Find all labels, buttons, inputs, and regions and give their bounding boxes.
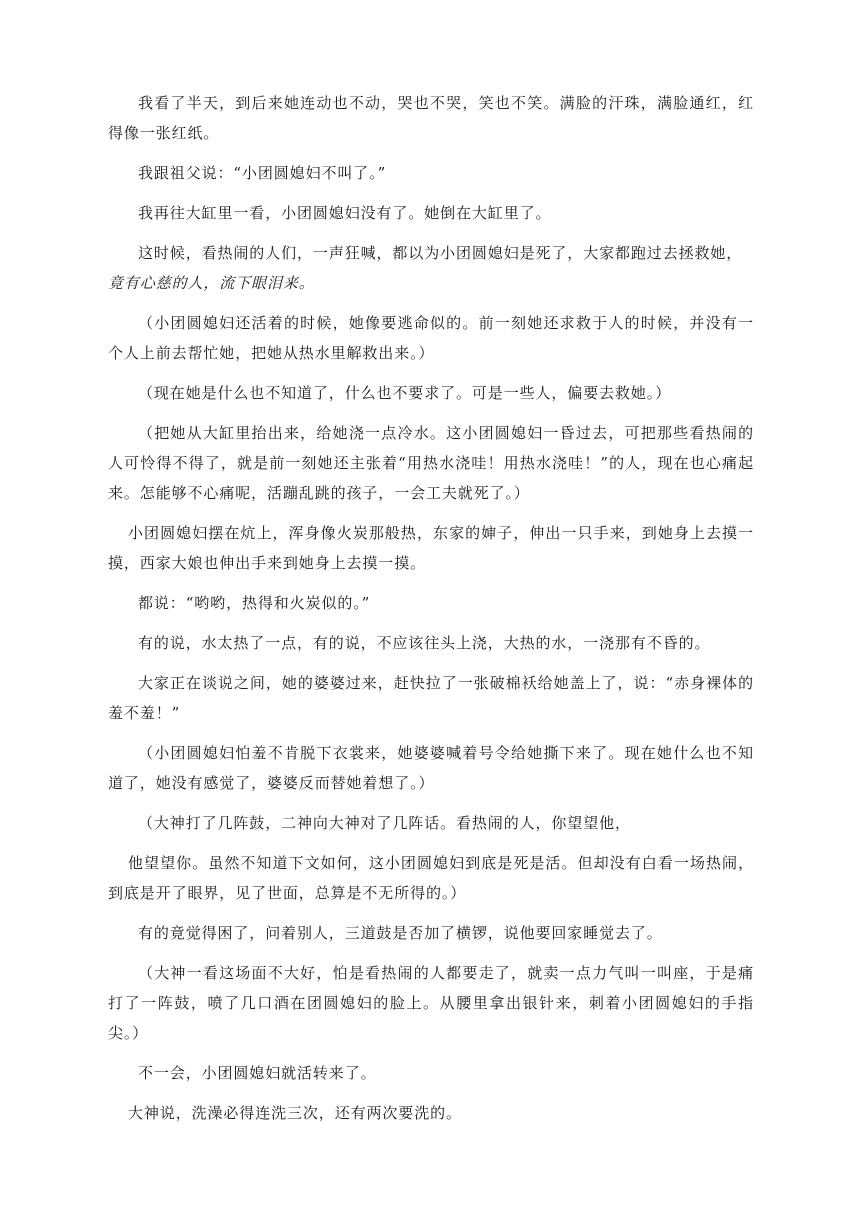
paragraph-12: （小团圆媳妇怕羞不肯脱下衣裳来，她婆婆喊着号令给她撕下来了。现在她什么也不知道了，她没有感觉了，婆婆反而替她着想了。） [108,744,754,792]
paragraph-13: （大神打了几阵鼓，二神向大神对了几阵话。看热闹的人，你望望他， [138,814,631,832]
paragraph-11: 大家正在谈说之间，她的婆婆过来，赶快拉了一张破棉袄给她盖上了，说：“赤身裸体的羞不羞！” [108,674,754,722]
document-body [108,88,754,1138]
paragraph-15: 有的竟觉得困了，问着别人，三道鼓是否加了横锣，说他要回家睡觉去了。 [138,924,663,942]
paragraph-9: 都说：“哟哟，热得和火炭似的。” [138,594,371,612]
paragraph-2: 我跟祖父说：“小团圆媳妇不叫了。” [138,164,387,182]
paragraph-14: 他望望你。虽然不知道下文如何，这小团圆媳妇到底是死是活。但却没有白看一场热闹，到底是开了眼界，见了世面，总算是不无所得的。） [108,854,754,902]
paragraph-4-continued: 竟有心慈的人，流下眼泪来。 [108,274,315,292]
paragraph-4: 这时候，看热闹的人们，一声狂喊，都以为小团圆媳妇是死了，大家都跑过去拯救她， [138,244,743,262]
paragraph-10: 有的说，水太热了一点，有的说，不应该往头上浇，大热的水，一浇那有不昏的。 [138,634,711,652]
paragraph-17: 不一会，小团圆媳妇就活转来了。 [138,1064,377,1082]
paragraph-3: 我再往大缸里一看，小团圆媳妇没有了。她倒在大缸里了。 [138,204,552,222]
paragraph-16: （大神一看这场面不大好，怕是看热闹的人都要走了，就卖一点力气叫一叫座，于是痛打了一阵鼓，喷了几口酒在团圆媳妇的脸上。从腰里拿出银针来，刺着小团圆媳妇的手指尖。） [108,964,754,1042]
paragraph-7: （把她从大缸里抬出来，给她浇一点冷水。这小团圆媳妇一昏过去，可把那些看热闹的人可怜得不得了，就是前一刻她还主张着“用热水浇哇！用热水浇哇！”的人，现在也心痛起来。怎能够不心痛呢，活蹦乱跳的孩子，一会工夫就死了。） [108,424,754,502]
paragraph-8: 小团圆媳妇摆在炕上，浑身像火炭那般热，东家的婶子，伸出一只手来，到她身上去摸一摸，西家大娘也伸出手来到她身上去摸一摸。 [108,524,754,572]
paragraph-1: 我看了半天，到后来她连动也不动，哭也不哭，笑也不笑。满脸的汗珠，满脸通红，红得像一张红纸。 [108,94,754,142]
paragraph-6: （现在她是什么也不知道了，什么也不要求了。可是一些人，偏要去救她。） [138,384,672,402]
paragraph-5: （小团圆媳妇还活着的时候，她像要逃命似的。前一刻她还求救于人的时候，并没有一个人上前去帮忙她，把她从热水里解救出来。） [108,314,754,362]
paragraph-18: 大神说，洗澡必得连洗三次，还有两次要洗的。 [128,1104,462,1122]
